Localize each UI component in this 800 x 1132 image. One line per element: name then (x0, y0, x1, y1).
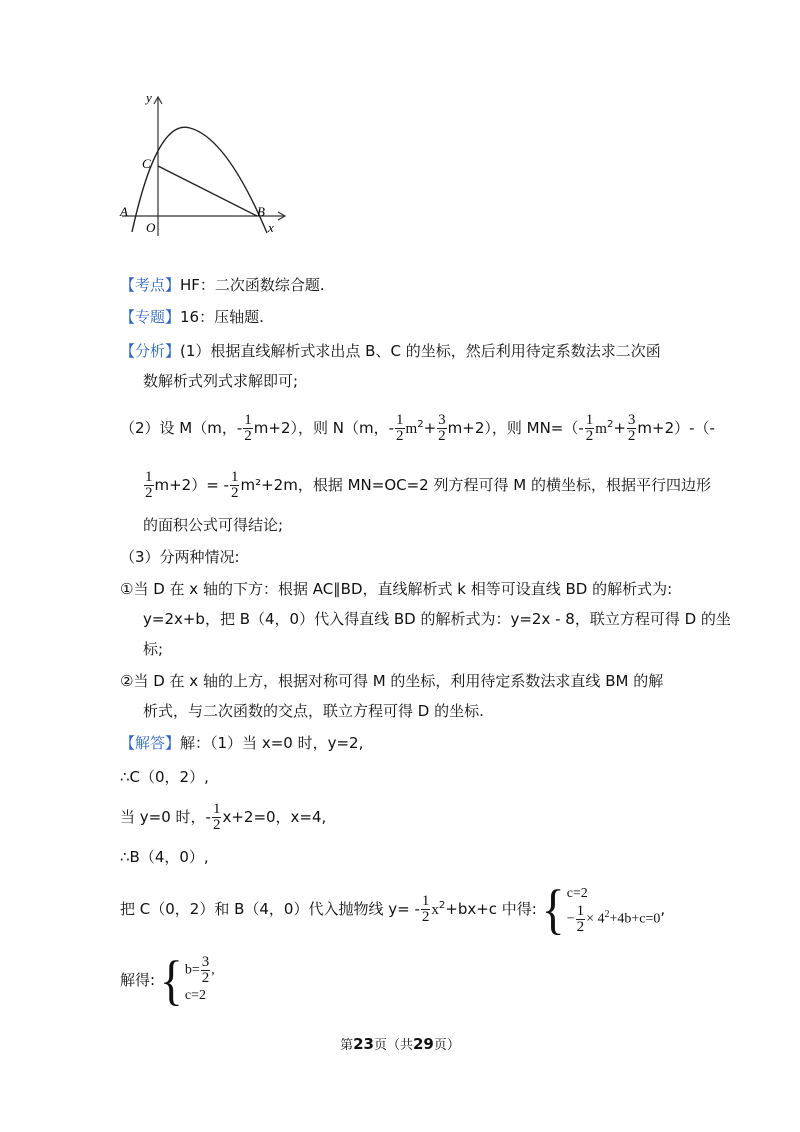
case1-line-3: 标; (143, 640, 164, 658)
page-footer: 第23页（共29页） (340, 1035, 460, 1053)
label-o: O (146, 220, 156, 235)
page-number: 23 (353, 1035, 374, 1053)
jieda-line-5: 把 C（0，2）和 B（4，0）代入抛物线 y= - $\frac{1}{2}$ $x^2+bx+c$ 中得: { c=2 − $\frac{1}{2}$ × $4^2+4b+c=0$ , (120, 878, 666, 940)
parabola-graph (112, 88, 292, 240)
zhuanti-tag: 【专题】 (120, 308, 181, 326)
case1-line-1: ①当 D 在 x 轴的下方：根据 AC∥BD，直线解析式 k 相等可设直线 BD 的解析式为: (120, 580, 673, 598)
case2-line-2: 析式，与二次函数的交点，联立方程可得 D 的坐标. (143, 702, 484, 720)
fraction-half: $\frac{1}{2}$ (145, 469, 153, 501)
case1-line-2: y=2x+b，把 B（4，0）代入得直线 BD 的解析式为：y=2x - 8，联立方程可得 D 的坐 (143, 610, 731, 628)
jieda-line-3: 当 y=0 时，- $\frac{1}{2}$ x+2=0，x=4, (120, 801, 327, 833)
total-pages: 29 (413, 1035, 434, 1053)
zhuanti-text: 16：压轴题. (180, 308, 264, 326)
equation-system-1: c=2 − $\frac{1}{2}$ × $4^2+4b+c=0$ (566, 886, 661, 935)
fenxi-part2-line-3: 的面积公式可得结论; (143, 516, 284, 534)
jieda-line-6: 解得: { b= $\frac{3}{2}$ , c=2 (120, 949, 215, 1011)
jieda-line-2: ∴C（0，2）, (120, 768, 209, 786)
jieda-line-1: 【解答】解：（1）当 x=0 时，y=2, (120, 734, 364, 752)
y-label: y (146, 90, 152, 105)
kaodian-line (120, 274, 325, 296)
parabola-curve (132, 127, 267, 233)
fraction-half: $\frac{1}{2}$ (421, 893, 430, 925)
segment-cb (158, 166, 257, 216)
fenxi-text-1: (1）根据直线解析式求出点 B、C 的坐标，然后利用待定系数法求二次函 (180, 342, 661, 360)
label-a: A (120, 204, 128, 219)
fenxi-part2-line-1: （2）设 M（m，- $\frac{1}{2}$ m+2），则 N（m，- $\frac{1}{2}$ $m^2+$ $\frac{3}{2}$ m+2），则 MN=（- $\frac{1}{2}$ $m^2+$ $\frac{3}{2}$ m+2）-（- (120, 412, 715, 444)
system-brace: { (541, 878, 565, 940)
fraction-half: $\frac{1}{2}$ (212, 801, 221, 833)
fraction-three-halves: $\frac{3}{2}$ (627, 412, 636, 444)
fraction-three-halves: $\frac{3}{2}$ (438, 412, 446, 444)
jieda-line-4: ∴B（4，0）, (120, 848, 209, 866)
jieda-tag: 【解答】 (120, 734, 181, 752)
label-c: C (142, 156, 151, 171)
case2-line-1: ②当 D 在 x 轴的上方，根据对称可得 M 的坐标，利用待定系数法求直线 BM 的解 (120, 672, 664, 690)
fraction-half: $\frac{1}{2}$ (396, 412, 404, 444)
graph-svg (112, 88, 292, 240)
label-b: B (257, 204, 265, 219)
fraction-half: $\frac{1}{2}$ (585, 412, 594, 444)
fraction-half: $\frac{1}{2}$ (244, 412, 252, 444)
fenxi-tag: 【分析】 (120, 342, 181, 360)
fenxi-line-2: 数解析式列式求解即可; (143, 372, 299, 390)
zhuanti-line (120, 306, 264, 328)
fenxi-part2-line-2: $\frac{1}{2}$ m+2）= - $\frac{1}{2}$ m²+2m，根据 MN=OC=2 列方程可得 M 的横坐标，根据平行四边形 (145, 469, 711, 501)
kaodian-text: HF：二次函数综合题. (180, 276, 325, 294)
fraction-half: $\frac{1}{2}$ (230, 469, 239, 501)
fenxi-line-1 (120, 340, 661, 362)
equation-system-2: b= $\frac{3}{2}$ , c=2 (184, 954, 215, 1003)
fenxi-part3: （3）分两种情况: (120, 548, 240, 566)
kaodian-tag: 【考点】 (120, 276, 181, 294)
x-label: x (268, 220, 274, 235)
system-brace: { (159, 949, 183, 1011)
